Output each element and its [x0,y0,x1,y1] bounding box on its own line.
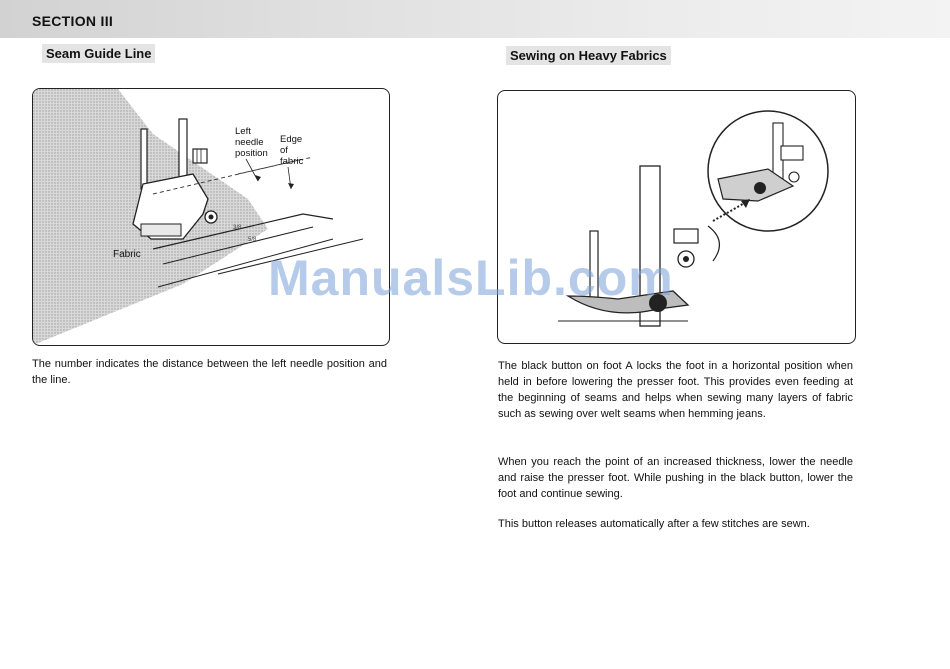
plate-number: 5/8 [248,237,257,243]
edge-of-fabric-label: Edge of fabric [280,134,304,167]
heavy-fabrics-paragraph-2: When you reach the point of an increased thickness, lower the needle and raise the presser foot. While pushing in the black button, lower the foot and continue sewing. [498,456,853,500]
seam-guide-caption: The number indicates the distance between the left needle position and the line. [32,358,387,386]
connector-line [708,226,719,261]
thumb-screw [674,229,698,243]
plate-number: 3/8 [233,225,242,231]
left-needle-position-label: Left needle position [235,126,268,159]
fabric-label: Fabric [113,249,141,260]
seam-guide-line-title: Seam Guide Line [42,44,155,63]
heavy-fabrics-paragraph-3: This button releases automatically after a few stitches are sewn. [498,518,810,530]
needle-bar [141,129,147,189]
heavy-fabrics-title: Sewing on Heavy Fabrics [506,46,671,65]
manualslib-watermark: ManualsLib.com [268,250,674,306]
seam-guide-illustration [32,88,390,346]
heavy-fabrics-paragraph-1: The black button on foot A locks the foot in a horizontal position when held in before lowering the presser foot. This provides even feeding at the beginning of seams and helps when sewing many layers of fabric such as sewing over welt seams when hemming jeans. [498,360,853,420]
section-header-band [0,0,950,38]
thumb-screw [193,149,207,163]
section-label: SECTION III [32,13,114,29]
